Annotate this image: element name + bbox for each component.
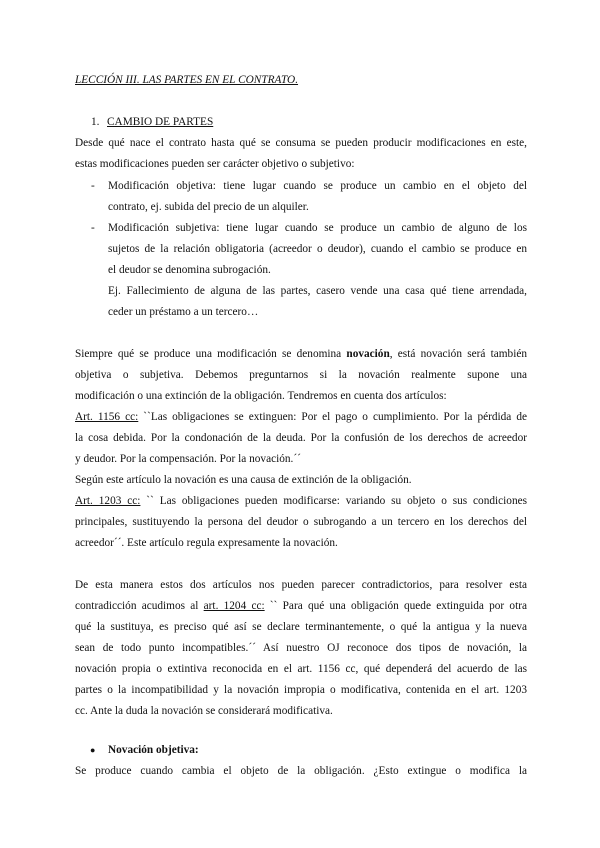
paragraph-line: cc. Ante la duda la novación se considerará modificativa. (75, 705, 333, 717)
article-ref: art. 1204 cc: (203, 600, 265, 612)
bullet-dot-icon: ● (90, 745, 96, 755)
paragraph-line: contradicción acudimos al art. 1204 cc: `` Para qué una obligación quede extinguida por otra (75, 600, 527, 612)
bullet-line: contrato, ej. subida del precio de un alquiler. (108, 201, 309, 213)
paragraph-line: objetiva o subjetiva. Debemos preguntarnos si la novación realmente supone una (75, 369, 527, 381)
article-1156: Art. 1156 cc: ``Las obligaciones se extinguen: Por el pago o cumplimiento. Por la pérdida de (75, 411, 528, 423)
paragraph-line: Se produce cuando cambia el objeto de la obligación. ¿Esto extingue o modifica la (75, 765, 527, 777)
paragraph-line: modificación o una extinción de la obligación. Tendremos en cuenta dos artículos: (75, 390, 447, 402)
article-1203: Art. 1203 cc: `` Las obligaciones pueden modificarse: variando su objeto o sus condiciones (75, 495, 528, 507)
article-ref: Art. 1203 cc: (75, 495, 141, 507)
paragraph-line: la cosa debida. Por la condonación de la deuda. Por la confusión de los derechos de acreedor (75, 432, 527, 444)
subsection-heading: Novación objetiva: (108, 744, 199, 756)
novacion-term: novación (346, 348, 390, 360)
bullet-marker: - (91, 180, 95, 192)
intro-line: Desde qué nace el contrato hasta qué se consuma se pueden producir modificaciones en este, (75, 137, 527, 149)
bullet-line: el deudor se denomina subrogación. (108, 264, 271, 276)
paragraph-line: qué la sustituya, es preciso qué así se declare terminantemente, o qué la antigua y la nueva (75, 621, 527, 633)
paragraph-line: sean de todo punto incompatibles.´´ Así nuestro OJ reconoce dos tipos de novación, la (75, 642, 527, 654)
intro-line: estas modificaciones pueden ser carácter objetivo o subjetivo: (75, 158, 355, 170)
paragraph-line: acreedor´´. Este artículo regula expresamente la novación. (75, 537, 338, 549)
section-number: 1. (91, 116, 100, 128)
bullet-line: Modificación subjetiva: tiene lugar cuando se produce un cambio de alguno de los (108, 222, 527, 234)
bullet-marker: - (91, 222, 95, 234)
bullet-line: Ej. Fallecimiento de alguna de las partes, casero vende una casa qué tiene arrendada, (108, 285, 527, 297)
paragraph-line: partes o la incompatibilidad y la novación impropia o modificativa, contenida en el art. 1203 (75, 684, 527, 696)
paragraph-line: Siempre qué se produce una modificación se denomina novación, está novación será también (75, 348, 528, 360)
paragraph-line: novación propia o extintiva reconocida en el art. 1156 cc, qué dependerá del acuerdo de las (75, 663, 527, 675)
paragraph-line: De esta manera estos dos artículos nos pueden parecer contradictorios, para resolver esta (75, 579, 527, 591)
paragraph-line: y deudor. Por la compensación. Por la novación.´´ (75, 453, 301, 465)
bullet-line: sujetos de la relación obligatoria (acreedor o deudor), cuando el cambio se produce en (108, 243, 527, 255)
paragraph-line: Según este artículo la novación es una causa de extinción de la obligación. (75, 474, 412, 486)
bullet-line: ceder un préstamo a un tercero… (108, 306, 259, 318)
page-title: LECCIÓN III. LAS PARTES EN EL CONTRATO. (75, 74, 299, 86)
bullet-line: Modificación objetiva: tiene lugar cuando se produce un cambio en el objeto del (108, 180, 527, 192)
section-heading: CAMBIO DE PARTES (107, 116, 214, 128)
article-ref: Art. 1156 cc: (75, 411, 139, 423)
paragraph-line: principales, sustituyendo la persona del deudor o subrogando a un tercero en los derechos del (75, 516, 527, 528)
